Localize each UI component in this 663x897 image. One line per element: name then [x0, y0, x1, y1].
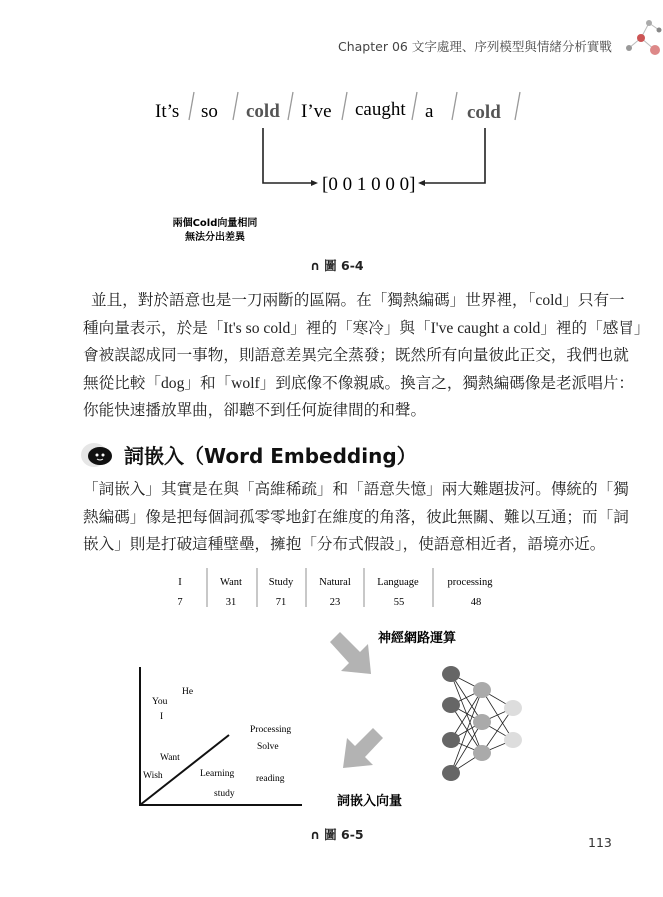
- arrow-down-right-icon: [330, 632, 371, 674]
- figure-icon: ∩: [310, 826, 321, 842]
- token-id-table: [177, 577, 493, 608]
- space-word: Learning: [200, 769, 235, 779]
- robot-head-icon: [80, 441, 114, 469]
- table-id: 71: [275, 597, 287, 608]
- note-line-2: 無法分出差異: [185, 232, 245, 243]
- arrow-down-left-icon: [343, 728, 383, 768]
- space-word: Processing: [250, 725, 292, 735]
- table-word: Want: [220, 577, 242, 588]
- word-so: so: [201, 101, 218, 122]
- note-line-1: 兩個Cold向量相同: [172, 218, 258, 229]
- figure-icon: ∩: [310, 257, 321, 273]
- word-cold-1: cold: [246, 101, 280, 122]
- nn-node: [442, 666, 460, 682]
- table-id: 55: [393, 597, 405, 608]
- text-line: 並且，對於語意也是一刀兩斷的區隔。在「獨熱編碼」世界裡，「cold」只有一: [91, 292, 625, 309]
- word-cold-2: cold: [467, 102, 501, 123]
- word-its: It’s: [155, 101, 180, 122]
- section-title: 詞嵌入（Word Embedding）: [124, 444, 417, 468]
- word-caught: caught: [355, 99, 406, 120]
- nn-node: [442, 697, 460, 713]
- nn-node: [504, 732, 522, 748]
- space-word: reading: [256, 774, 285, 784]
- caption-text: 圖 6-4: [324, 258, 364, 273]
- figure-6-4-diagram: [0, 80, 663, 250]
- embedding-label: 詞嵌入向量: [337, 794, 403, 809]
- nn-node: [473, 682, 491, 698]
- one-hot-vector: [0 0 1 0 0 0]: [322, 174, 416, 195]
- text-line: 「詞嵌入」其實是在與「高維稀疏」和「語意失憶」兩大難題拔河。傳統的「獨: [83, 481, 629, 498]
- space-word: study: [214, 789, 235, 799]
- caption-text: 圖 6-5: [324, 827, 364, 842]
- table-id: 23: [329, 597, 341, 608]
- page-number: 113: [588, 835, 612, 850]
- nn-node: [473, 745, 491, 761]
- table-word: Study: [268, 577, 294, 588]
- text-line: 會被誤認成同一事物，則語意差異完全蒸發；既然所有向量彼此正交，我們也就: [83, 347, 629, 364]
- space-word: You: [152, 697, 168, 707]
- text-line: 種向量表示，於是「It's so cold」裡的「寒冷」與「I've caught a cold」裡的「感冒」: [83, 319, 650, 337]
- space-word: Want: [160, 753, 180, 763]
- space-word: I: [160, 712, 164, 722]
- word-ive: I’ve: [301, 101, 332, 122]
- word-a: a: [425, 101, 434, 122]
- molecule-decoration-icon: [625, 8, 663, 68]
- table-word: processing: [447, 577, 493, 588]
- nn-label: 神經網路運算: [378, 631, 457, 646]
- nn-node: [473, 714, 491, 730]
- nn-node: [504, 700, 522, 716]
- text-line: 熱編碼」像是把每個詞孤零零地釘在維度的角落，彼此無關、難以互通；而「詞: [83, 508, 629, 526]
- space-word: Solve: [257, 742, 279, 752]
- paragraph-one-hot: [83, 287, 653, 425]
- chapter-header: Chapter 06 文字處理、序列模型與情緒分析實戰: [338, 39, 612, 54]
- table-word: I: [178, 577, 182, 588]
- text-line: 無從比較「dog」和「wolf」到底像不像親戚。換言之，獨熱編碼像是老派唱片：: [83, 374, 634, 392]
- section-heading: [80, 440, 417, 469]
- paragraph-embedding: [83, 476, 653, 559]
- figure-6-5-caption: [310, 825, 364, 843]
- figure-6-4-caption: [310, 256, 364, 274]
- table-id: 31: [225, 597, 237, 608]
- text-line: 嵌入」則是打破這種壁壘，擁抱「分布式假設」，使語意相近者，語境亦近。: [83, 536, 606, 553]
- table-word: Language: [377, 577, 419, 588]
- table-id: 48: [470, 597, 482, 608]
- table-word: Natural: [319, 577, 351, 588]
- embedding-space-axes: [139, 667, 302, 806]
- text-line: 你能快速播放單曲，卻聽不到任何旋律間的和聲。: [83, 402, 427, 419]
- space-word: He: [182, 687, 194, 697]
- table-id: 7: [177, 597, 183, 608]
- figure-6-5-diagram: [0, 562, 663, 820]
- space-word: Wish: [143, 771, 163, 781]
- nn-node: [442, 732, 460, 748]
- nn-node: [442, 765, 460, 781]
- neural-network-diagram: [442, 666, 522, 781]
